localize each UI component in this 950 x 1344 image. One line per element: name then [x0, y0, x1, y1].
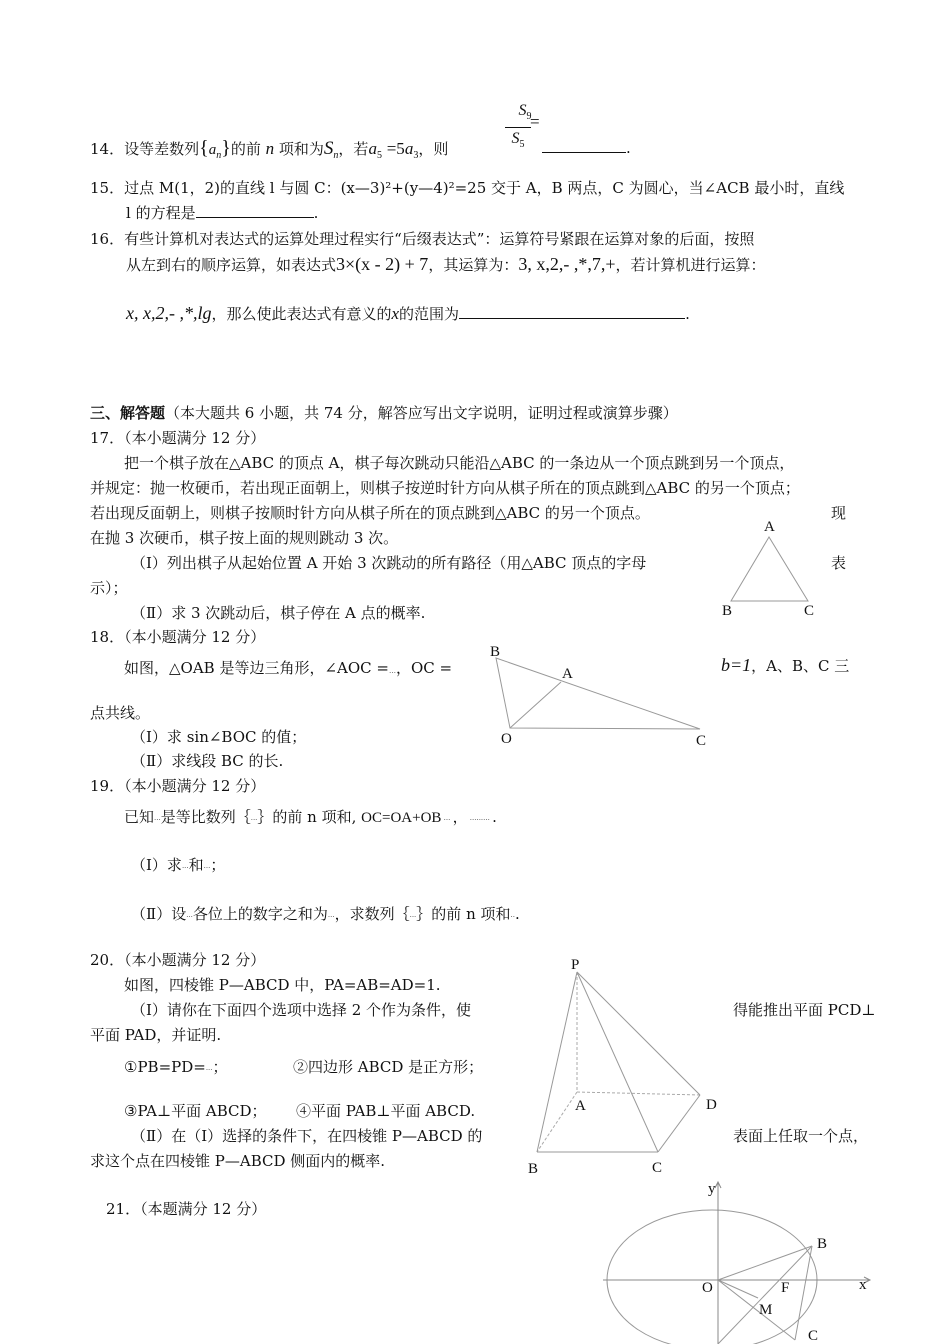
label-B: B [817, 1236, 828, 1252]
q19-head: 19．（本小题满分 12 分） [90, 777, 266, 795]
label-y: y [708, 1181, 716, 1197]
q14-seq: a [208, 142, 217, 158]
q20-item1: （Ⅰ）请你在下面四个选项中选择 2 个作为条件，使 [131, 1001, 472, 1019]
segment-bc [795, 1246, 812, 1340]
edge-pd [577, 972, 700, 1095]
label-D: D [706, 1097, 717, 1113]
q19-item1: （Ⅰ）求···和···； [131, 856, 226, 874]
q19-item2: （Ⅱ）设···各位上的数字之和为···，求数列｛···｝的前 n 项和··. [131, 905, 520, 923]
label-C: C [804, 603, 815, 619]
q16-line3: x, x,2,- ,*,lg，那么使此表达式有意义的x的范围为 . [126, 303, 690, 323]
segment-ob [718, 1246, 812, 1280]
label-A: A [764, 519, 775, 535]
label-O: O [702, 1280, 713, 1296]
q17-item1: （Ⅰ）列出棋子从起始位置 A 开始 3 次跳动的所有路径（用△ABC 顶点的字母 [131, 554, 647, 572]
triangle-abc [731, 537, 808, 601]
edge-pc [577, 972, 658, 1152]
segment-oa [510, 682, 561, 728]
q18-item2: （Ⅱ）求线段 BC 的长. [131, 752, 284, 770]
q20-pyramid-figure [520, 952, 735, 1177]
label-M: M [759, 1302, 773, 1318]
q16-answer-blank[interactable] [459, 304, 685, 319]
ellipse [607, 1210, 817, 1344]
q18-p1: 如图，△OAB 是等边三角形，∠AOC =…，OC = [124, 659, 453, 677]
q20-option2: ②四边形 ABCD 是正方形； [293, 1058, 484, 1076]
q20-item2: （Ⅱ）在（Ⅰ）选择的条件下，在四棱锥 P—ABCD 的 [131, 1127, 483, 1145]
segment-bottom [718, 1246, 812, 1344]
q17-p1: 把一个棋子放在△ABC 的顶点 A，棋子每次跳动只能沿△ABC 的一条边从一个顶点跳到另一个顶点， [124, 454, 795, 472]
q19-p1: 已知···是等比数列｛···｝的前 n 项和, OC=OA+OB ··· ， ········· . [124, 808, 497, 826]
q19-vector-eq: OC=OA+OB [361, 810, 442, 826]
q20-p1: 如图，四棱锥 P—ABCD 中，PA=AB=AD=1. [124, 976, 441, 994]
label-O: O [501, 731, 512, 747]
q17-triangle-figure [715, 515, 835, 625]
q15-line1: 15．过点 M(1，2)的直线 l 与圆 C：(x—3)²+(y—4)²=25 交于 A，B 两点，C 为圆心，当∠ACB 最小时，直线 [90, 179, 845, 197]
q14-answer-blank[interactable] [542, 138, 626, 153]
q15-line2: l 的方程是 . [126, 204, 319, 222]
q18-p2: 点共线。 [90, 704, 151, 722]
edge-cd [658, 1095, 700, 1152]
label-B: B [528, 1161, 539, 1177]
label-C: C [652, 1160, 663, 1176]
q14-text-1: 设等差数列 [124, 140, 200, 158]
q18-triangle-figure [485, 642, 720, 752]
q16-example-ops: 3, x,2,- ,*,7,+ [518, 254, 616, 274]
q17-item2: （Ⅱ）求 3 次跳动后，棋子停在 A 点的概率. [131, 604, 426, 622]
edge-ab [537, 1092, 577, 1152]
q17-head: 17．（本小题满分 12 分） [90, 429, 266, 447]
edge-ad [577, 1092, 700, 1095]
q21-ellipse-figure [598, 1178, 880, 1344]
q14-line: 14．设等差数列$\{a_n\}$的前 n 项和为$S_n$，若$a_5 =5a_3$，则 [90, 137, 449, 161]
q17-p2: 并规定：抛一枚硬币，若出现正面朝上，则棋子按逆时针方向从棋子所在的顶点跳到△ABC 的另一个顶点； [90, 479, 800, 497]
label-P: P [571, 957, 580, 973]
label-x: x [859, 1277, 867, 1293]
q16-line1: 16．有些计算机对表达式的运算处理过程实行“后缀表达式”：运算符号紧跟在运算对象的后面，按照 [90, 230, 755, 248]
label-C: C [808, 1328, 819, 1344]
section3-heading: 三、解答题（本大题共 6 小题，共 74 分，解答应写出文字说明，证明过程或演算步骤） [90, 404, 678, 422]
q15-answer-blank[interactable] [196, 203, 314, 218]
q20-option3: ③PA⊥平面 ABCD； [124, 1102, 267, 1120]
label-B: B [490, 644, 501, 660]
q20-option4: ④平面 PAB⊥平面 ABCD. [296, 1102, 476, 1120]
q16-example-expr: 3×(x - 2) + 7 [336, 254, 429, 274]
q17-p4: 在抛 3 次硬币，棋子按上面的规则跳动 3 次。 [90, 529, 399, 547]
q17-p3: 若出现反面朝上，则棋子按顺时针方向从棋子所在的顶点跳到△ABC 的另一个顶点。 [90, 504, 650, 522]
edge-pb [537, 972, 577, 1152]
label-A: A [562, 666, 573, 682]
q20-option1: ①PB=PD=···； [124, 1058, 228, 1076]
q18-item1: （Ⅰ）求 sin∠BOC 的值； [131, 728, 307, 746]
triangle-obc [496, 658, 700, 729]
q14-fraction: $S_9$ $S_5$ [505, 100, 545, 155]
q18-head: 18．（本小题满分 12 分） [90, 628, 266, 646]
label-C: C [696, 733, 707, 749]
label-F: F [781, 1280, 790, 1296]
q21-head: 21．（本题满分 12 分） [106, 1200, 267, 1218]
label-B: B [722, 603, 733, 619]
label-A: A [575, 1098, 586, 1114]
q16-ops2: x, x,2,- ,*,lg [126, 303, 212, 323]
q18-angle-expr: … [388, 667, 396, 675]
q20-head: 20．（本小题满分 12 分） [90, 951, 266, 969]
q16-line2: 从左到右的顺序运算，如表达式3×(x - 2) + 7，其运算为：3, x,2,- ,*,7,+，若计算机进行运算： [126, 254, 766, 274]
q14-number: 14． [90, 140, 125, 158]
